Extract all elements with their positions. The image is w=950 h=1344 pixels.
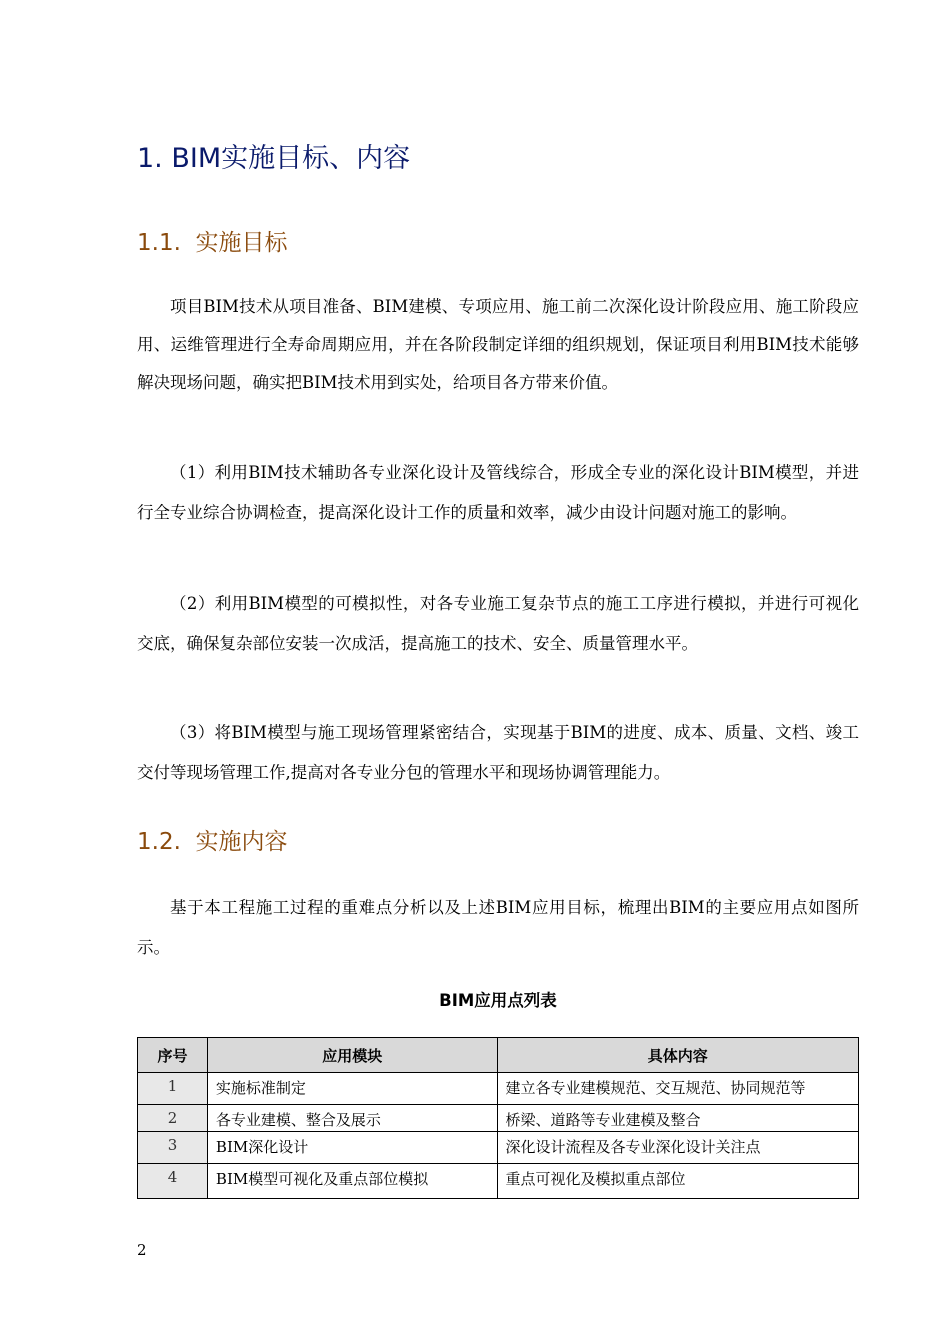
table-row (138, 1164, 859, 1199)
bim-application-table (137, 1037, 859, 1199)
table-row (138, 1105, 859, 1132)
row-index: 3 (138, 1132, 208, 1164)
heading-1: 1. BIM实施目标、内容 (137, 143, 411, 174)
page-number: 2 (137, 1241, 147, 1259)
row-content: 重点可视化及模拟重点部位 (497, 1164, 858, 1199)
row-module: BIM模型可视化及重点部位模拟 (207, 1164, 497, 1199)
row-module: 实施标准制定 (207, 1073, 497, 1105)
row-module: 各专业建模、整合及展示 (207, 1105, 497, 1132)
table-caption: BIM应用点列表 (439, 991, 557, 1010)
row-content: 建立各专业建模规范、交互规范、协同规范等 (497, 1073, 858, 1105)
row-content: 桥梁、道路等专业建模及整合 (497, 1105, 858, 1132)
paragraph-goal-2: （2）利用BIM模型的可模拟性，对各专业施工复杂节点的施工工序进行模拟，并进行可视化交底，确保复杂部位安装一次成活，提高施工的技术、安全、质量管理水平。 (137, 594, 859, 653)
table-header-row (138, 1038, 859, 1073)
table-row (138, 1073, 859, 1105)
row-index: 2 (138, 1105, 208, 1132)
paragraph-goal-1: （1）利用BIM技术辅助各专业深化设计及管线综合，形成全专业的深化设计BIM模型，并进行全专业综合协调检查，提高深化设计工作的质量和效率，减少由设计问题对施工的影响。 (137, 463, 859, 522)
header-content: 具体内容 (497, 1038, 858, 1073)
header-module: 应用模块 (207, 1038, 497, 1073)
section-1-title: 1.1. 实施目标 (137, 230, 288, 256)
paragraph-goal-3: （3）将BIM模型与施工现场管理紧密结合，实现基于BIM的进度、成本、质量、文档、竣工交付等现场管理工作,提高对各专业分包的管理水平和现场协调管理能力。 (137, 723, 859, 782)
row-content: 深化设计流程及各专业深化设计关注点 (497, 1132, 858, 1164)
paragraph-content-intro: 基于本工程施工过程的重难点分析以及上述BIM应用目标，梳理出BIM的主要应用点如图所示。 (137, 898, 859, 957)
table-row (138, 1132, 859, 1164)
header-index: 序号 (138, 1038, 208, 1073)
section-2-title: 1.2. 实施内容 (137, 829, 288, 855)
row-index: 1 (138, 1073, 208, 1105)
row-index: 4 (138, 1164, 208, 1199)
row-module: BIM深化设计 (207, 1132, 497, 1164)
paragraph-goal-intro: 项目BIM技术从项目准备、BIM建模、专项应用、施工前二次深化设计阶段应用、施工阶段应用、运维管理进行全寿命周期应用，并在各阶段制定详细的组织规划，保证项目利用BIM技术能够解决现场问题，确实把BIM技术用到实处，给项目各方带来价值。 (137, 297, 859, 392)
